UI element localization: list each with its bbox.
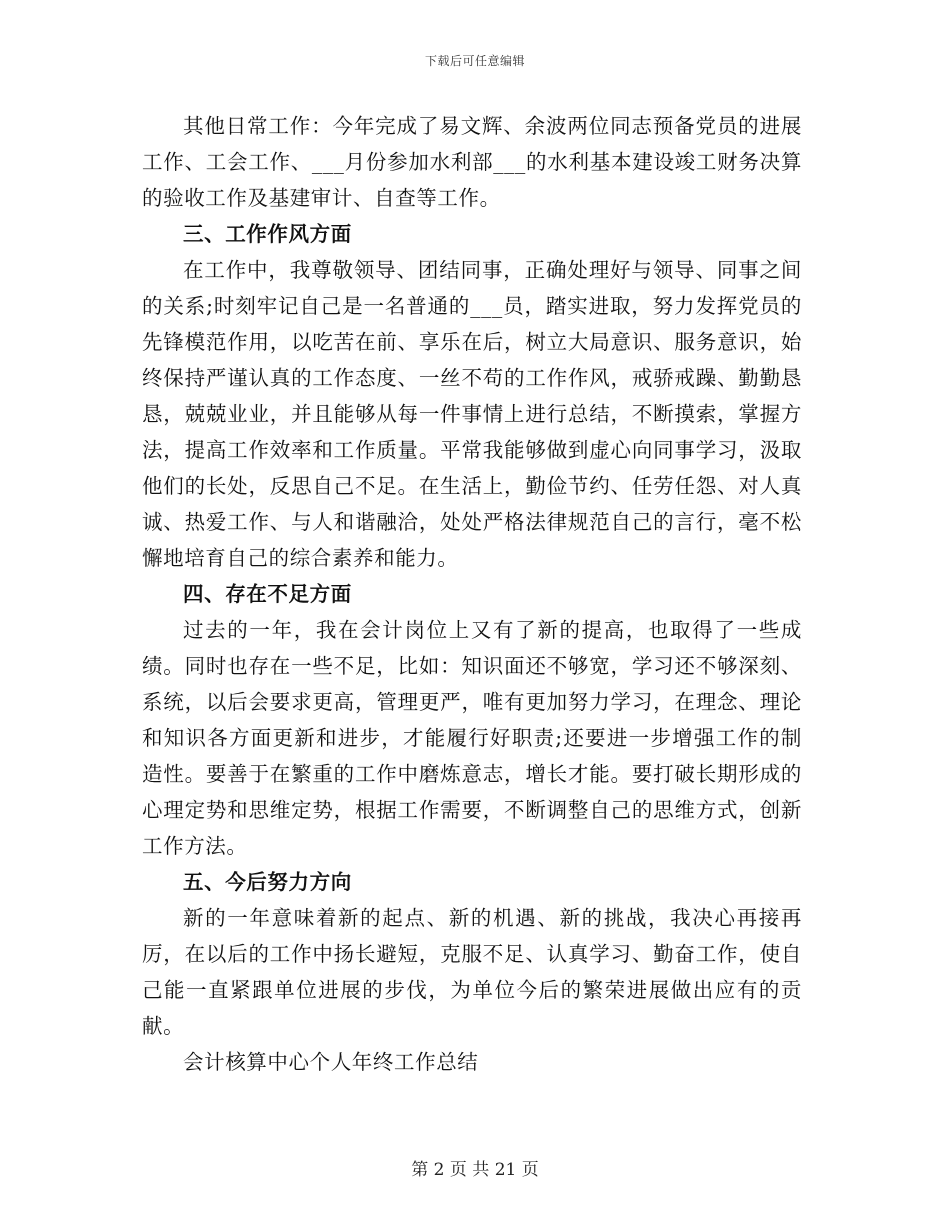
- heading-work-style: 三、工作作风方面: [183, 222, 352, 246]
- heading-shortcomings: 四、存在不足方面: [183, 582, 352, 606]
- page-header: 下载后可任意编辑: [424, 54, 525, 68]
- page-number: 第 2 页 共 21 页: [411, 1160, 539, 1180]
- paragraph-shortcomings: 过去的一年，我在会计岗位上又有了新的提高，也取得了一些成绩。同时也存在一些不足，比如：知识面还不够宽，学习还不够深刻、系统，以后会要求更高，管理更严，唯有更加努力学习，在理念、理论和知识各方面更新和进步，才能履行好职责;还要进一步增强工作的制造性。要善于在繁重的工作中磨炼意志，增长才能。要打破长期形成的心理定势和思维定势，根据工作需要，不断调整自己的思维方式，创新工作方法。: [142, 618, 802, 858]
- paragraph-other-daily-work: 其他日常工作：今年完成了易文辉、余波两位同志预备党员的进展工作、工会工作、___月份参加水利部___的水利基本建设竣工财务决算的验收工作及基建审计、自查等工作。: [142, 114, 802, 210]
- heading-future-direction: 五、今后努力方向: [183, 870, 352, 894]
- paragraph-work-style: 在工作中，我尊敬领导、团结同事，正确处理好与领导、同事之间的关系;时刻牢记自己是一名普通的___员，踏实进取，努力发挥党员的先锋模范作用，以吃苦在前、享乐在后，树立大局意识、服务意识，始终保持严谨认真的工作态度、一丝不苟的工作作风，戒骄戒躁、勤勤恳恳，兢兢业业，并且能够从每一件事情上进行总结，不断摸索，掌握方法，提高工作效率和工作质量。平常我能够做到虚心向同事学习，汲取他们的长处，反思自己不足。在生活上，勤俭节约、任劳任怨、对人真诚、热爱工作、与人和谐融洽，处处严格法律规范自己的言行，毫不松懈地培育自己的综合素养和能力。: [142, 258, 802, 570]
- document-body: [142, 108, 802, 1080]
- paragraph-future-direction: 新的一年意味着新的起点、新的机遇、新的挑战，我决心再接再厉，在以后的工作中扬长避短，克服不足、认真学习、勤奋工作，使自己能一直紧跟单位进展的步伐，为单位今后的繁荣进展做出应有的贡献。: [142, 906, 802, 1038]
- paragraph-next-title: 会计核算中心个人年终工作总结: [183, 1050, 479, 1074]
